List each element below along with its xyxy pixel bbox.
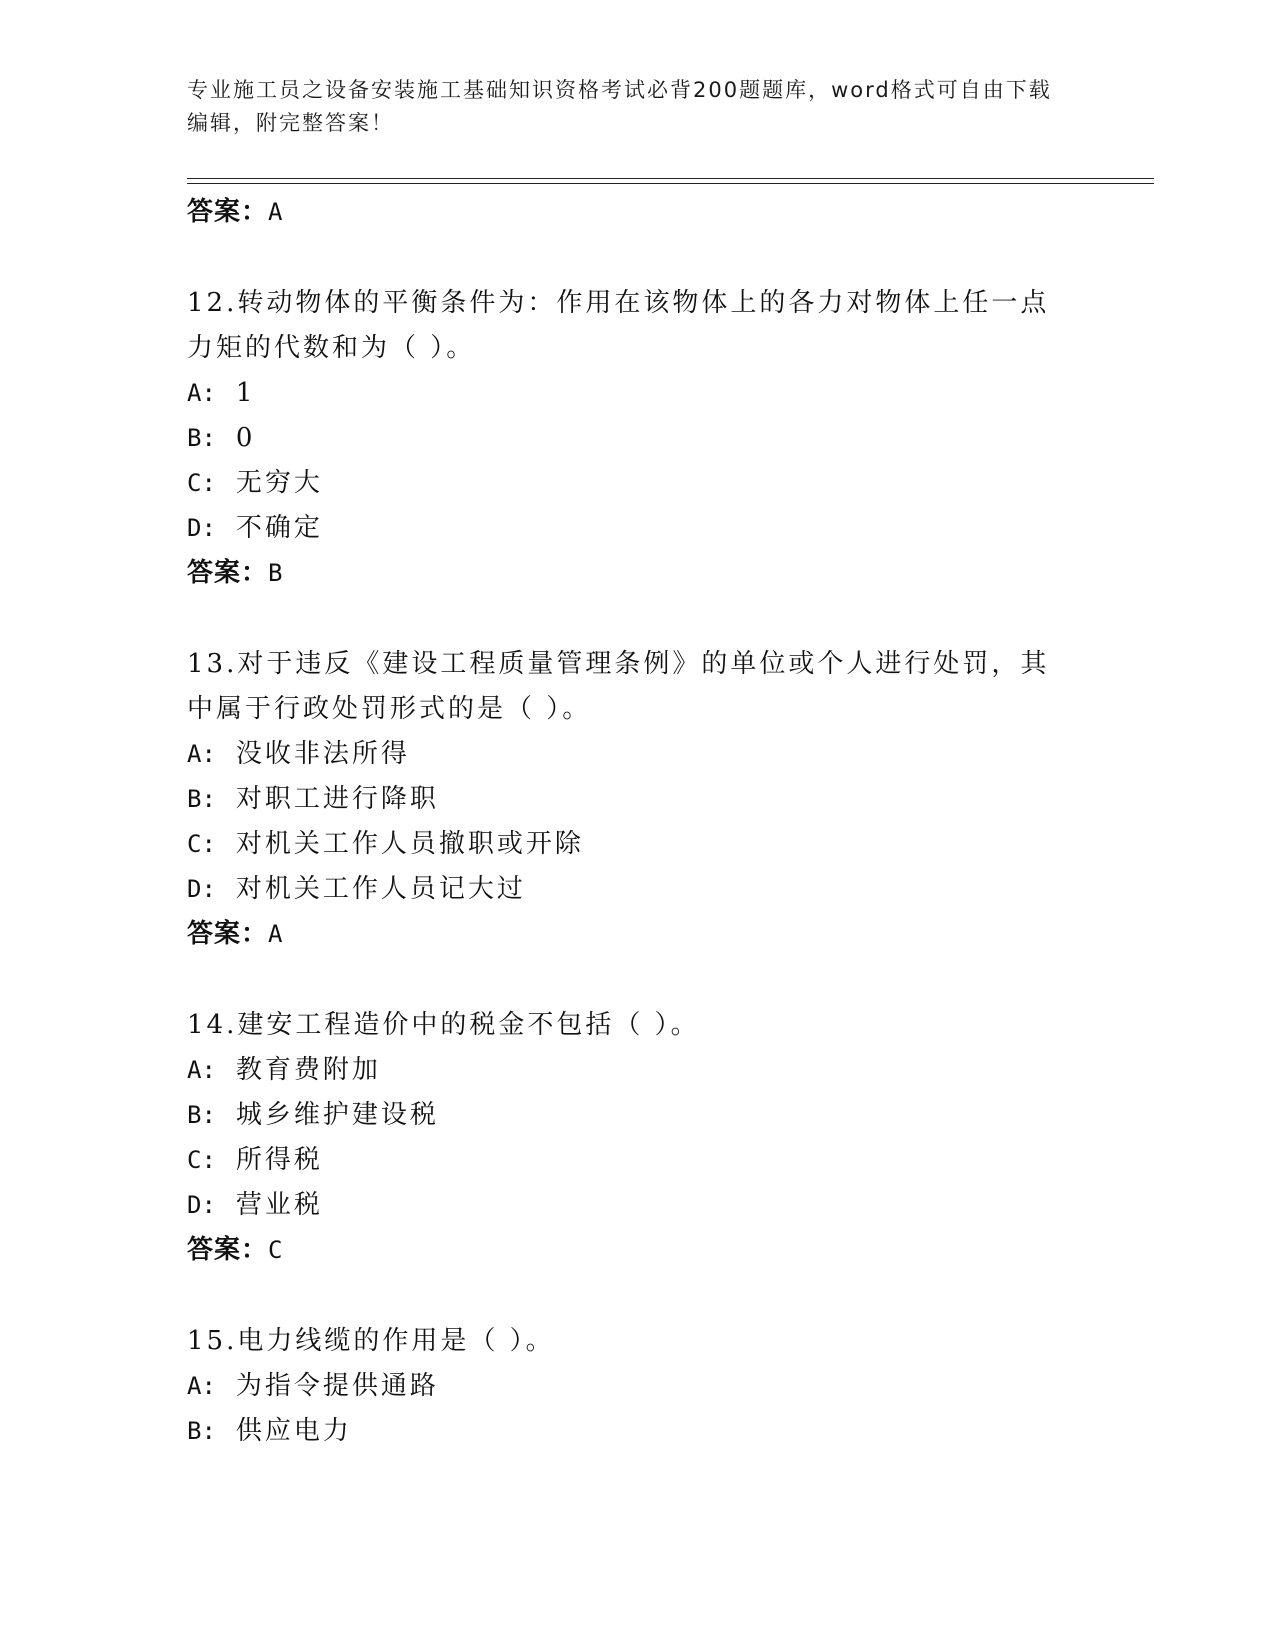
option-letter: B:	[187, 424, 216, 452]
option-letter: A:	[187, 1372, 216, 1400]
option-b	[187, 416, 1087, 461]
header-divider-bottom	[187, 183, 1154, 184]
question-list	[187, 190, 1087, 1454]
option-c	[187, 822, 1087, 867]
header-divider-top	[187, 178, 1154, 179]
option-b	[187, 1409, 1087, 1454]
option-letter: D:	[187, 875, 216, 903]
option-text: 没收非法所得	[235, 739, 410, 769]
option-letter: D:	[187, 1191, 216, 1219]
answer-line	[187, 190, 1087, 234]
option-letter: B:	[187, 785, 216, 813]
answer-line	[187, 912, 1087, 956]
answer-line	[187, 551, 1087, 595]
question-text: 13.对于违反《建设工程质量管理条例》的单位或个人进行处罚，其中属于行政处罚形式的是（ ）。	[187, 649, 1050, 724]
option-d	[187, 867, 1087, 912]
answer-label: 答案：	[187, 919, 269, 949]
question-12	[187, 281, 1087, 595]
question-14	[187, 1003, 1087, 1272]
question-13	[187, 642, 1087, 956]
answer-value: C	[268, 1236, 284, 1264]
option-letter: A:	[187, 1056, 216, 1084]
option-b	[187, 777, 1087, 822]
question-text: 14.建安工程造价中的税金不包括（ ）。	[187, 1010, 700, 1040]
option-a	[187, 732, 1087, 777]
answer-value: B	[268, 559, 284, 587]
option-text: 0	[235, 423, 256, 453]
option-letter: C:	[187, 1146, 216, 1174]
option-letter: D:	[187, 514, 216, 542]
answer-label: 答案：	[187, 558, 269, 588]
option-letter: A:	[187, 740, 216, 768]
question-text: 12.转动物体的平衡条件为：作用在该物体上的各力对物体上任一点力矩的代数和为（ ）。	[187, 288, 1050, 363]
question-15	[187, 1319, 1087, 1454]
option-text: 所得税	[235, 1145, 323, 1175]
option-letter: B:	[187, 1417, 216, 1445]
option-text: 营业税	[235, 1190, 323, 1220]
option-letter: C:	[187, 830, 216, 858]
option-text: 对机关工作人员撤职或开除	[235, 829, 584, 859]
answer-line	[187, 1228, 1087, 1272]
option-text: 教育费附加	[235, 1055, 381, 1085]
option-d	[187, 1183, 1087, 1228]
option-a	[187, 371, 1087, 416]
option-text: 为指令提供通路	[235, 1371, 439, 1401]
option-letter: B:	[187, 1101, 216, 1129]
option-text: 无穷大	[235, 468, 323, 498]
answer-value: A	[268, 198, 284, 226]
option-text: 不确定	[235, 513, 323, 543]
option-d	[187, 506, 1087, 551]
option-text: 1	[235, 378, 256, 408]
option-text: 对机关工作人员记大过	[235, 874, 526, 904]
question-text: 15.电力线缆的作用是（ ）。	[187, 1326, 555, 1356]
option-c	[187, 1138, 1087, 1183]
option-c	[187, 461, 1087, 506]
option-letter: C:	[187, 469, 216, 497]
answer-label: 答案：	[187, 197, 269, 227]
option-a	[187, 1364, 1087, 1409]
option-a	[187, 1048, 1087, 1093]
answer-value: A	[268, 920, 284, 948]
document-header: 专业施工员之设备安装施工基础知识资格考试必背200题题库，word格式可自由下载编辑，附完整答案！	[187, 78, 1052, 135]
option-letter: A:	[187, 379, 216, 407]
option-text: 城乡维护建设税	[235, 1100, 439, 1130]
option-text: 对职工进行降职	[235, 784, 439, 814]
answer-label: 答案：	[187, 1235, 269, 1265]
option-b	[187, 1093, 1087, 1138]
option-text: 供应电力	[235, 1416, 352, 1446]
